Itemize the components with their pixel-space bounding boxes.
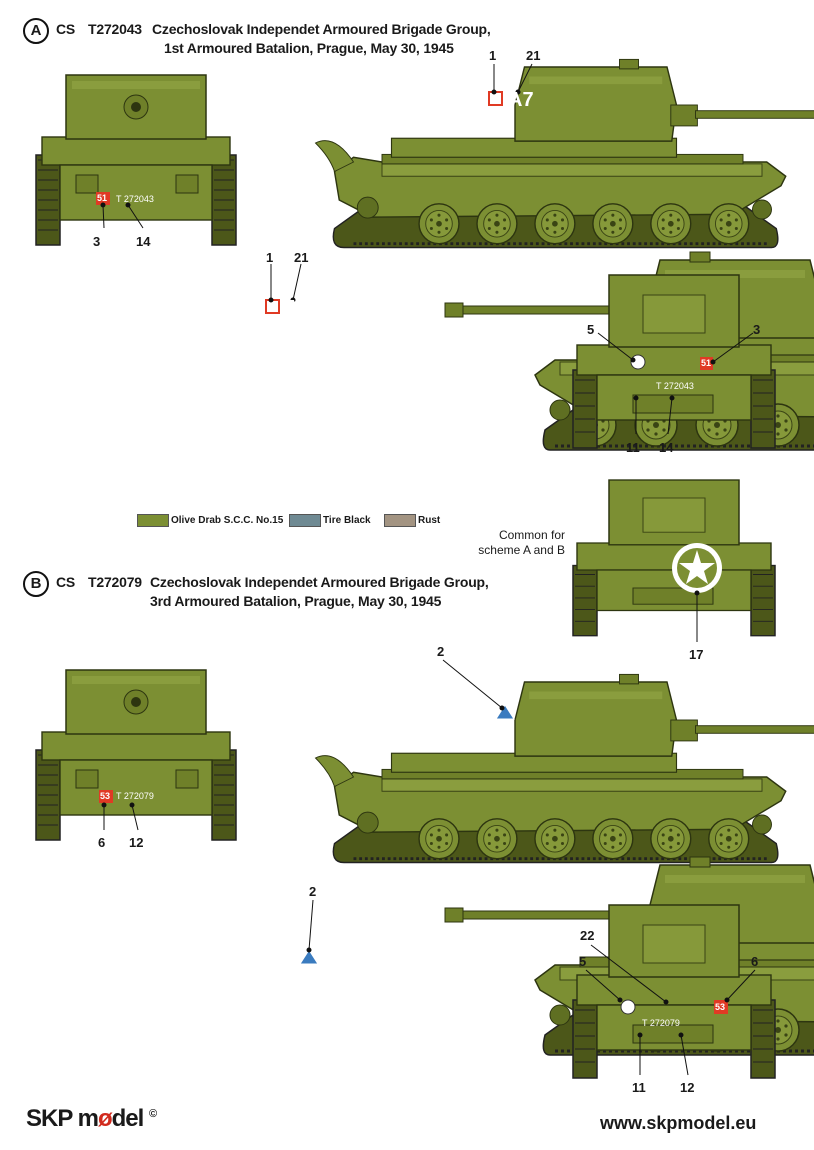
callout-a-14: 14 [136,234,151,249]
scheme-a-badge: A [23,18,49,44]
brand-model-rest: del [111,1105,144,1132]
common-note-line1: Common for [498,528,565,542]
scheme-b-cs-label: CS [56,574,76,590]
scheme-b-front-plate-serial: T 272079 [116,791,154,801]
scheme-a-front-plate-serial: T 272043 [116,194,154,204]
callout-b-6-rear: 6 [751,954,759,969]
brand-logo [26,1105,156,1133]
callout-b-5: 5 [579,954,587,969]
legend-tire-label: Tire Black [323,515,371,526]
scheme-a-title-line1: Czechoslovak Independet Armoured Brigade Group, [152,21,491,37]
brand-copyright: © [148,1108,157,1120]
scheme-b-serial: T272079 [88,574,142,590]
callout-a-1-left: 1 [266,250,274,265]
callout-b-22: 22 [580,928,595,943]
legend-rust-label: Rust [418,515,441,526]
callout-a-21: 21 [526,48,541,63]
callout-a-21-left: 21 [294,250,309,265]
brand-model-m: m [77,1105,98,1132]
legend-rust-swatch [384,514,416,527]
scheme-a-front-plate-number: 51 [97,193,108,203]
callout-a-5: 5 [587,322,595,337]
scheme-a-turret-code-left: A7 [285,297,311,319]
scheme-b-title-line1: Czechoslovak Independet Armoured Brigade Group, [150,574,489,590]
callout-b-2-left: 2 [309,884,317,899]
brand-skp: SKP [26,1105,72,1132]
scheme-b-rear-plate-serial: T 272079 [642,1018,680,1028]
common-note [455,528,565,558]
callout-a-3: 3 [93,234,101,249]
scheme-a-serial: T272043 [88,21,142,37]
callout-a-11: 11 [626,440,640,455]
scheme-b-blue-triangle-marking [496,705,514,719]
callout-17: 17 [689,647,704,662]
scheme-a-cs-label: CS [56,21,76,37]
callout-b-6: 6 [98,835,106,850]
scheme-b-front-view [36,670,236,840]
scheme-b-rear-plate-number: 53 [715,1002,726,1012]
legend-tire-swatch [289,514,321,527]
scheme-a-front-view [36,75,236,245]
footer-url[interactable]: www.skpmodel.eu [600,1113,757,1133]
scheme-a-title-line2: 1st Armoured Batalion, Prague, May 30, 1945 [164,40,454,56]
scheme-b-rear-white-disc [621,1000,635,1014]
scheme-a-side-right [315,59,814,247]
scheme-b-front-plate-number: 53 [100,791,111,801]
callout-b-2: 2 [437,644,445,659]
common-note-line2: scheme A and B [478,543,565,557]
scheme-b-title-line2: 3rd Armoured Batalion, Prague, May 30, 1945 [150,593,442,609]
callout-b-12-rear: 12 [680,1080,695,1095]
scheme-a-turret-code: A7 [508,89,534,111]
scheme-a-rear-plate-serial: T 272043 [656,381,694,391]
callout-b-11: 11 [632,1080,646,1095]
callout-a-3-rear: 3 [753,322,761,337]
callout-a-1: 1 [489,48,497,63]
legend-olive-swatch [137,514,169,527]
legend-olive-label: Olive Drab S.C.C. No.15 [171,515,284,526]
scheme-b-badge: B [23,571,49,597]
scheme-b-side-right [315,674,814,862]
callout-b-12: 12 [129,835,144,850]
scheme-a-rear-plate-number: 51 [701,358,712,368]
callout-a-14-rear: 14 [659,440,674,455]
common-rear-hull-view [573,480,775,636]
brand-wrench-o-icon: ø [97,1105,112,1132]
